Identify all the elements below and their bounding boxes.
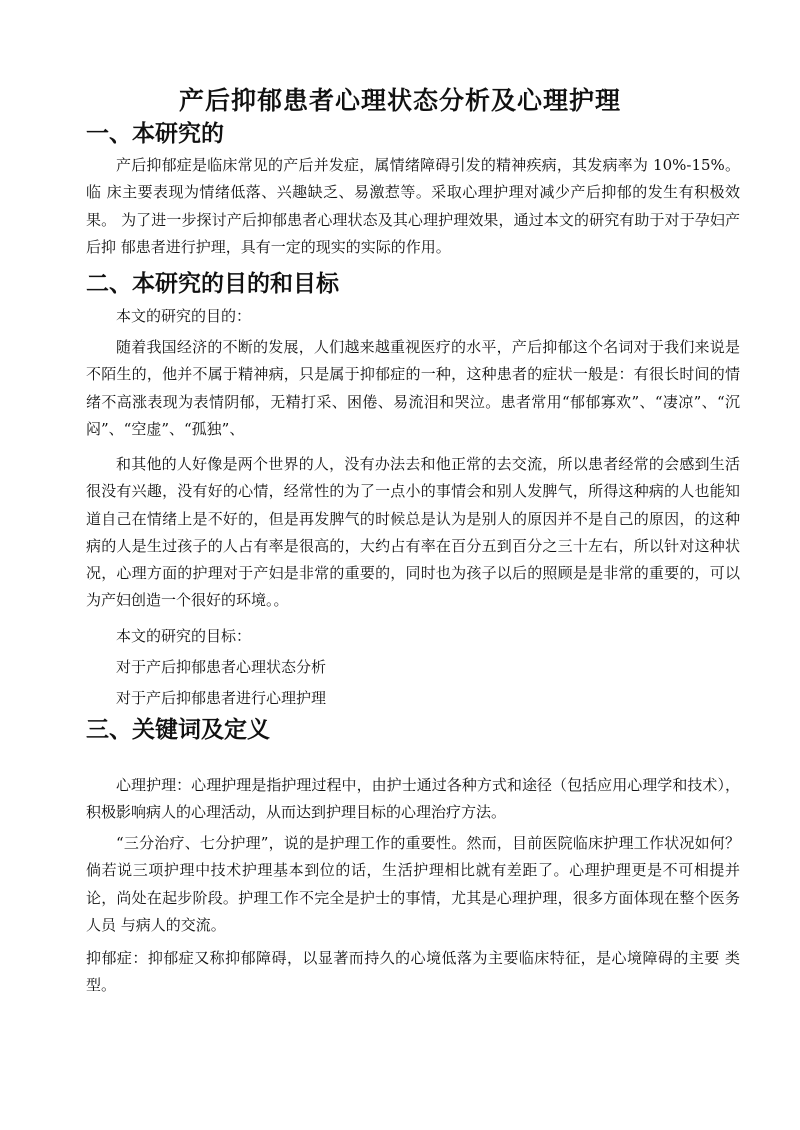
section-3-paragraph-2: “三分治疗、七分护理”，说的是护理工作的重要性。然而，目前医院临床护理工作状况如何？倘若说三项护理中技术护理基本到位的话，生活护理相比就有差距了。心理护理更是不可相提并论，尚处在起步阶段。护理工作不完全是护士的事情，尤其是心理护理，很多方面体现在整个医务人员 与病人的交流。 (86, 834, 740, 934)
purpose-label: 本文的研究的目的： (116, 307, 252, 325)
goal-label: 本文的研究的目标： (116, 627, 252, 645)
depression-definition: 抑郁症：抑郁症又称抑郁障碍，以显著而持久的心境低落为主要临床特征，是心境障碍的主要 类型。 (86, 949, 740, 995)
section-1-heading: 一、本研究的 (86, 120, 224, 147)
section-3-heading: 三、关键词及定义 (86, 716, 270, 743)
section-2-paragraph-2: 和其他的人好像是两个世界的人，没有办法去和他正常的去交流，所以患者经常的会感到生活很没有兴趣，没有好的心情，经常性的为了一点小的事情会和别人发脾气，所得这种病的人也能知 道自己在情绪上是不好的，但是再发脾气的时候总是认为是别人的原因并不是自己的原因，的这种 病的人是生过孩子的人占有率是很高的，大约占有率在百分五到百分之三十左右，所以针对这种状 况，心理方面的护理对于产妇是非常的重要的，同时也为孩子以后的照顾是是非常的重要的，可以 为产妇创造一个很好的环境。。 (86, 455, 740, 610)
goal-item: 对于产后抑郁患者进行心理护理 (116, 689, 327, 707)
section-2-paragraph-1: 随着我国经济的不断的发展，人们越来越重视医疗的水平，产后抑郁这个名词对于我们来说是不陌生的，他并不属于精神病，只是属于抑郁症的一种，这种患者的症状一般是：有很长时间的情 绪不高涨表现为表情阴郁，无精打采、困倦、易流泪和哭泣。患者常用“郁郁寡欢”、“凄凉”、“沉闷”、“空虚”、“孤独”、 (86, 338, 740, 438)
section-2-heading: 二、本研究的目的和目标 (86, 270, 339, 297)
goal-item: 对于产后抑郁患者心理状态分析 (116, 658, 327, 676)
section-3-paragraph-1: 心理护理：心理护理是指护理过程中，由护士通过各种方式和途径（包括应用心理学和技术），积极影响病人的心理活动，从而达到护理目标的心理治疗方法。 (86, 776, 740, 822)
document-title: 产后抑郁患者心理状态分析及心理护理 (178, 86, 621, 115)
section-1-paragraph: 产后抑郁症是临床常见的产后并发症，属情绪障碍引发的精神疾病，其发病率为 10%-15%。临 床主要表现为情绪低落、兴趣缺乏、易激惹等。采取心理护理对减少产后抑郁的发生有积极效果。 为了进一步探讨产后抑郁患者心理状态及其心理护理效果，通过本文的研究有助于对于孕妇产后抑 郁患者进行护理，具有一定的现实的实际的作用。 (86, 156, 740, 256)
